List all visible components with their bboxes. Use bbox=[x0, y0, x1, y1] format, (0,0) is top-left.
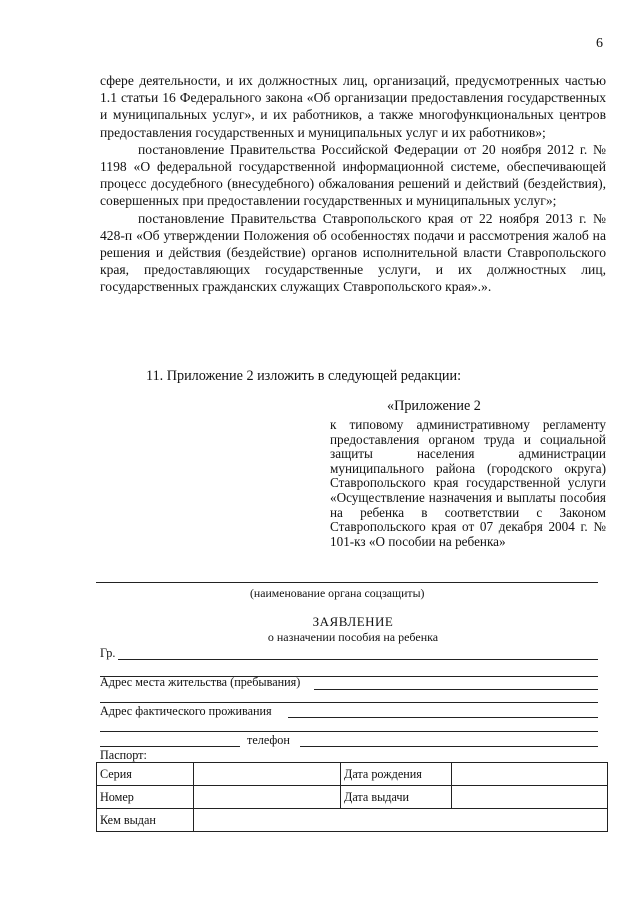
paragraph: постановление Правительства Ставропольского края от 22 ноября 2013 г. № 428-п «Об утверждении Положения об особенностях подачи и рассмотрения жалоб на решения и действия (бездействие) органов исполнительной власти Ставропольского края, предоставляющих государственные услуги, и их должностных лиц, государственных гражданских служащих Ставропольского края».». bbox=[100, 210, 606, 295]
actual-address-label: Адрес фактического проживания bbox=[100, 704, 272, 718]
issued-by-value[interactable] bbox=[194, 809, 608, 832]
body-text bbox=[100, 72, 606, 296]
issue-date-label: Дата выдачи bbox=[341, 786, 452, 809]
phone-prefix-line[interactable] bbox=[100, 746, 240, 747]
table-row bbox=[97, 763, 608, 786]
citizen-label: Гр. bbox=[100, 646, 116, 660]
citizen-field[interactable] bbox=[118, 659, 598, 660]
form-title: ЗАЯВЛЕНИЕ bbox=[312, 614, 394, 629]
passport-label: Паспорт: bbox=[100, 748, 147, 762]
issue-date-value[interactable] bbox=[452, 786, 608, 809]
item-11: 11. Приложение 2 изложить в следующей редакции: bbox=[146, 368, 462, 384]
actual-address-field[interactable] bbox=[288, 717, 598, 718]
residence-field-2[interactable] bbox=[100, 702, 598, 703]
paragraph: сфере деятельности, и их должностных лиц, организаций, предусмотренных частью 1.1 статьи 16 Федерального закона «Об организации предоставления государственных и муниципальных услуг», и их работников, а также многофункциональных центров предоставления государственных и муниципальных услуг и их работников»; bbox=[100, 73, 606, 140]
series-value[interactable] bbox=[194, 763, 341, 786]
phone-field[interactable] bbox=[300, 746, 598, 747]
passport-table bbox=[96, 762, 608, 832]
paragraph: постановление Правительства Российской Федерации от 20 ноября 2012 г. № 1198 «О федеральной государственной информационной системе, обеспечивающей процесс досудебного (внесудебного) обжалования решений и действий (бездействия), совершенных при предоставлении государственных и муниципальных услуг»; bbox=[100, 141, 606, 209]
organ-caption: (наименование органа соцзащиты) bbox=[250, 586, 425, 600]
number-value[interactable] bbox=[194, 786, 341, 809]
appendix-title: «Приложение 2 bbox=[387, 398, 481, 414]
birth-date-value[interactable] bbox=[452, 763, 608, 786]
table-row bbox=[97, 786, 608, 809]
residence-field[interactable] bbox=[314, 689, 598, 690]
residence-label: Адрес места жительства (пребывания) bbox=[100, 675, 301, 689]
form-subtitle: о назначении пособия на ребенка bbox=[267, 630, 439, 644]
issued-by-label: Кем выдан bbox=[97, 809, 194, 832]
birth-date-label: Дата рождения bbox=[341, 763, 452, 786]
appendix-note: к типовому административному регламенту предоставления органом труда и социальной защиты населения администрации муниципального района (городского округа) Ставропольского края государственной услуги «Осуществление назначения и выплаты пособия на ребенка в соответствии с Законом Ставропольского края от 07 декабря 2004 г. № 101-кз «О пособии на ребенка» bbox=[330, 417, 606, 549]
actual-address-field-2[interactable] bbox=[100, 731, 598, 732]
number-label: Номер bbox=[97, 786, 194, 809]
series-label: Серия bbox=[97, 763, 194, 786]
organ-name-line[interactable] bbox=[96, 582, 598, 583]
table-row bbox=[97, 809, 608, 832]
phone-label: телефон bbox=[247, 733, 290, 747]
page-number: 6 bbox=[596, 36, 603, 51]
